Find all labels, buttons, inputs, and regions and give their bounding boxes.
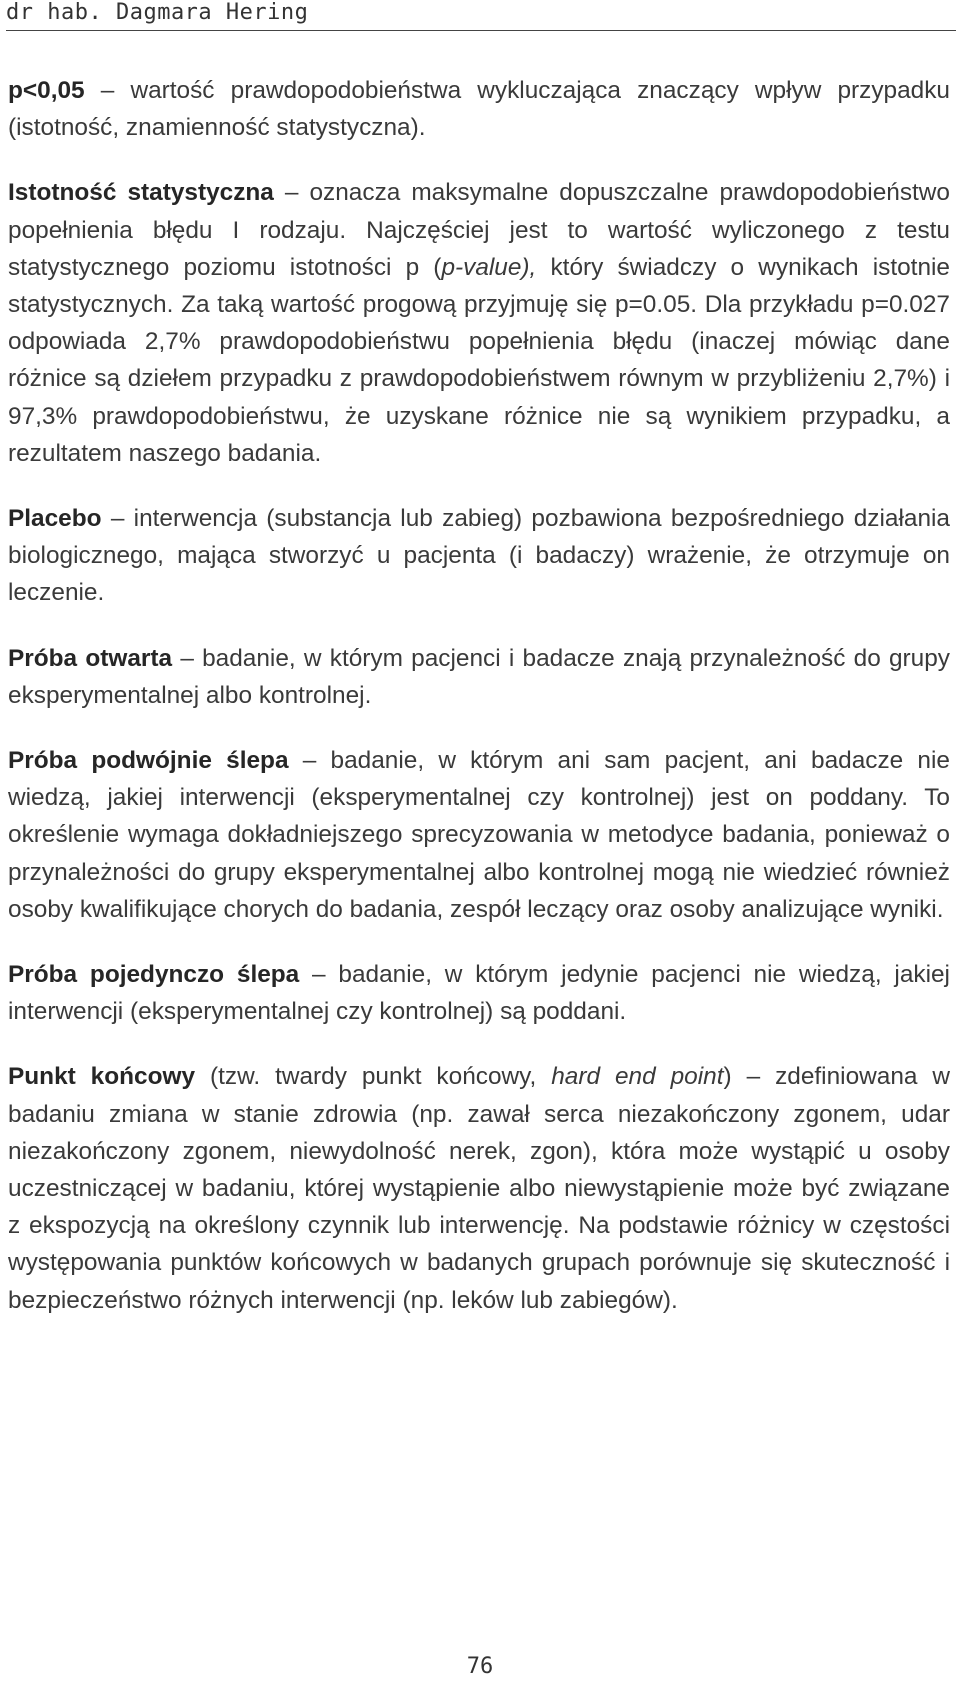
entry-term: p<0,05 [8, 77, 85, 104]
entry-definition: – oznacza maksymalne dopuszczalne prawdopodobieństwo popełnienia błędu I rodzaju. Najczęściej jest to wartość wyliczonego z testu statystycznego poziomu istotności p ( [8, 179, 950, 281]
glossary-entry-end-point [8, 1058, 950, 1318]
entry-term: Istotność statystyczna [8, 179, 274, 207]
entry-term: Punkt końcowy [8, 1063, 196, 1091]
entry-definition: – interwencja (substancja lub zabieg) pozbawiona bezpośredniego działania biologicznego, mająca stworzyć u pacjenta (i badaczy) wrażenie, że otrzymuje on leczenie. [8, 505, 950, 607]
glossary-entry-placebo [8, 500, 950, 612]
running-header [6, 0, 956, 31]
entry-term: Próba otwarta [8, 644, 173, 672]
glossary-content [8, 72, 950, 1347]
glossary-entry-open-trial [8, 640, 950, 714]
entry-definition-italic: p-value), [441, 253, 537, 281]
entry-definition: – badanie, w którym ani sam pacjent, ani badacze nie wiedzą, jakiej interwencji (eksperymentalnej czy kontrolnej) jest on poddany. To określenie wymaga dokładniejszego sprecyzowania w metodyce badania, ponieważ o przynależności do grupy eksperymentalnej albo kontrolnej mogą nie wiedzieć również osoby kwalifikujące chorych do badania, zespół leczący oraz osoby analizujące wyniki. [8, 747, 950, 923]
glossary-entry-statistical-significance [8, 174, 950, 472]
glossary-entry-single-blind-trial [8, 956, 950, 1030]
header-author: dr hab. Dagmara Hering [6, 0, 309, 25]
glossary-entry-p-value [8, 72, 950, 146]
entry-term: Próba podwójnie ślepa [8, 747, 289, 775]
entry-term: Próba pojedynczo ślepa [8, 961, 300, 989]
page-number: 76 [466, 1654, 494, 1679]
entry-definition: – badanie, w którym pacjenci i badacze znają przynależność do grupy eksperymentalnej albo kontrolnej. [8, 644, 950, 709]
entry-definition: – badanie, w którym jedynie pacjenci nie wiedzą, jakiej interwencji (eksperymentalnej czy kontrolnej) są poddani. [8, 961, 950, 1026]
entry-term: Placebo [8, 505, 102, 533]
entry-definition-italic: hard end point [551, 1063, 724, 1091]
entry-definition: – wartość prawdopodobieństwa wykluczająca znaczący wpływ przypadku (istotność, znamienność statystyczna). [8, 77, 950, 142]
entry-definition-continued: który świadczy o wynikach istotnie statystycznych. Za taką wartość progową przyjmuję się p=0.05. Dla przykładu p=0.027 odpowiada 2,7% prawdopodobieństwu popełnienia błędu (inaczej mówiąc dane różnice są dziełem przypadku z prawdopodobieństwem równym w przybliżeniu 2,7%) i 97,3% prawdopodobieństwu, że uzyskane różnice nie są wynikiem przypadku, a rezultatem naszego badania. [8, 253, 950, 467]
entry-definition: (tzw. twardy punkt końcowy, [195, 1063, 552, 1091]
glossary-entry-double-blind-trial [8, 742, 950, 928]
entry-definition-continued: ) – zdefiniowana w badaniu zmiana w stanie zdrowia (np. zawał serca niezakończony zgonem, udar niezakończony zgonem, niewydolność nerek, zgon), która może wystąpić u osoby uczestniczącej w badaniu, której wystąpienie albo niewystąpienie może być związane z ekspozycją na określony czynnik lub interwencję. Na podstawie różnicy w częstości występowania punktów końcowych w badanych grupach porównuje się skuteczność i bezpieczeństwo różnych interwencji (np. leków lub zabiegów). [8, 1063, 950, 1314]
